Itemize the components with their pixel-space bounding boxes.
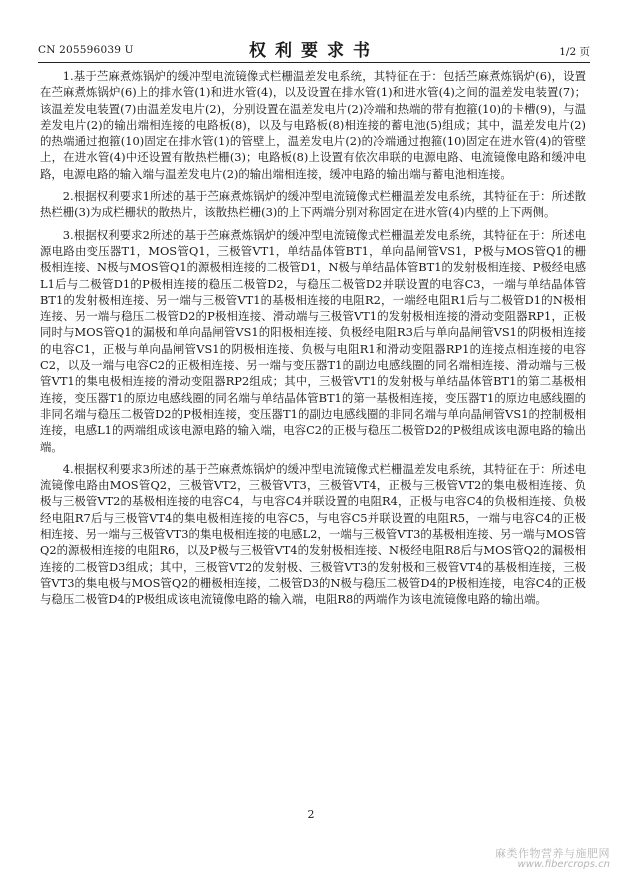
page-count: 1/2 页 bbox=[559, 46, 590, 58]
header-divider bbox=[38, 62, 590, 63]
watermark-site-name: 麻类作物营养与施肥网 bbox=[495, 847, 610, 860]
watermark-url: www.fibercrops.cn bbox=[517, 859, 610, 870]
claims-body bbox=[40, 68, 586, 614]
document-title: 权利要求书 bbox=[249, 41, 379, 61]
claim-2: 2.根据权利要求1所述的基于苎麻煮炼锅炉的缓冲型电流镜像式栏栅温差发电系统，其特征在于：所述散热栏栅(3)为成栏栅状的散热片，该散热栏栅(3)的上下两端分别对称固定在进水管(4)内壁的上下两侧。 bbox=[40, 189, 586, 220]
page-header bbox=[38, 36, 590, 64]
document-id: CN 205596039 U bbox=[38, 44, 134, 56]
page-number: 2 bbox=[307, 808, 315, 821]
claim-1: 1.基于苎麻煮炼锅炉的缓冲型电流镜像式栏栅温差发电系统，其特征在于：包括苎麻煮炼锅炉(6)，设置在苎麻煮炼锅炉(6)上的排水管(1)和进水管(4)，以及设置在排水管(1)和进水管(4)之间的温差发电装置(7)；该温差发电装置(7)由温差发电片(2)，分别设置在温差发电片(2)冷端和热端的带有抱箍(10)的卡槽(9)，与温差发电片(2)的输出端相连接的电路板(8)，以及与电路板(8)相连接的蓄电池(5)组成；其中，温差发电片(2)的热端通过抱箍(10)固定在排水管(1)的管壁上，温差发电片(2)的冷端通过抱箍(10)固定在进水管(4)的管壁上，在进水管(4)中还设置有散热栏栅(3)；电路板(8)上设置有依次串联的电源电路、电流镜像电路和缓冲电路，电源电路的输入端与温差发电片(2)的输出端相连接，缓冲电路的输出端与蓄电池相连接。 bbox=[40, 69, 586, 181]
claim-3: 3.根据权利要求2所述的基于苎麻煮炼锅炉的缓冲型电流镜像式栏栅温差发电系统，其特征在于：所述电源电路由变压器T1，MOS管Q1，三极管VT1，单结晶体管BT1，单向晶闸管VS1，P极与MOS管Q1的栅极相连接、N极与MOS管Q1的源极相连接的二极管D1，N极与单结晶体管BT1的发射极相连接、P极经电感L1后与二极管D1的P极相连接的稳压二极管D2，与稳压二极管D2并联设置的电容C3，一端与单结晶体管BT1的发射极相连接、另一端与三极管VT1的基极相连接的电阻R2，一端经电阻R1后与二极管D1的N极相连接、另一端与稳压二极管D2的P极相连接、滑动端与三极管VT1的发射极相连接的滑动变阻器RP1，正极同时与MOS管Q1的漏极和单向晶闸管VS1的阳极相连接、负极经电阻R3后与单向晶闸管VS1的阴极相连接的电容C1，正极与单向晶闸管VS1的阴极相连接、负极与电阻R1和滑动变阻器RP1的连接点相连接的电容C2，以及一端与电容C2的正极相连接、另一端与变压器T1的副边电感线圈的同名端相连接、滑动端与三极管VT1的集电极相连接的滑动变阻器RP2组成；其中，三极管VT1的发射极与单结晶体管BT1的第二基极相连接，变压器T1的原边电感线圈的同名端与单结晶体管BT1的第一基极相连接，变压器T1的原边电感线圈的非同名端与稳压二极管D2的P极相连接，变压器T1的副边电感线圈的非同名端与单向晶闸管VS1的控制极相连接，电感L1的两端组成该电源电路的输入端，电容C2的正极与稳压二极管D2的P极组成该电源电路的输出端。 bbox=[40, 227, 586, 454]
watermark bbox=[475, 845, 610, 875]
claim-4: 4.根据权利要求3所述的基于苎麻煮炼锅炉的缓冲型电流镜像式栏栅温差发电系统，其特征在于：所述电流镜像电路由MOS管Q2，三极管VT2，三极管VT3，三极管VT4，正极与三极管VT2的集电极相连接、负极与三极管VT2的基极相连接的电容C4，与电容C4并联设置的电阻R4，正极与电容C4的负极相连接、负极经电阻R7后与三极管VT4的集电极相连接的电容C5，与电容C5并联设置的电阻R5，一端与电容C4的正极相连接、另一端与三极管VT3的集电极相连接的电感L2，一端与三极管VT3的基极相连接、另一端与MOS管Q2的源极相连接的电阻R6，以及P极与三极管VT4的发射极相连接、N极经电阻R8后与MOS管Q2的漏极相连接的二极管D3组成；其中，三极管VT2的发射极、三极管VT3的发射极和三极管VT4的基极相连接，三极管VT3的集电极与MOS管Q2的栅极相连接，二极管D3的N极与稳压二极管D4的P极相连接，电容C4的正极与稳压二极管D4的P极组成该电流镜像电路的输入端，电阻R8的两端作为该电流镜像电路的输出端。 bbox=[40, 461, 586, 607]
